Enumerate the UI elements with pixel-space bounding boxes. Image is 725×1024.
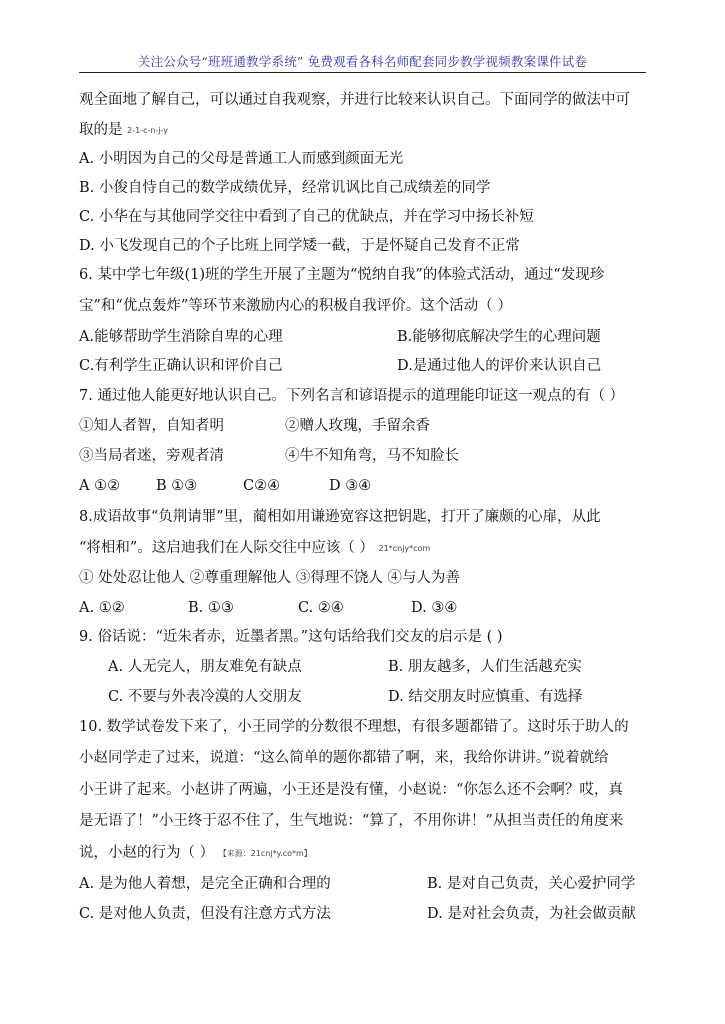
q7-item-2: ②赠人玫瑰，手留余香 bbox=[285, 418, 430, 434]
q8-watermark: 21*cnjy*com bbox=[378, 544, 431, 553]
q6-option-b: B.能够彻底解决学生的心理问题 bbox=[397, 329, 601, 345]
q7-item-3: ③当局者迷，旁观者清 bbox=[79, 448, 224, 464]
q5-stem-line1: 观全面地了解自己，可以通过自我观察，并进行比较来认识自己。下面同学的做法中可 bbox=[79, 92, 630, 108]
q5-stem-line2 bbox=[79, 121, 168, 140]
q7-option-b: B ①③ bbox=[156, 478, 198, 494]
page-header: 关注公众号“班班通教学系统” 免费观看各科名师配套同步教学视频教案课件试卷 bbox=[137, 54, 588, 69]
q5-watermark: 2-1-c-n-j-y bbox=[127, 126, 169, 135]
q6-stem-line2: 宝”和“优点轰炸”等环节来激励内心的积极自我评价。这个活动（ ） bbox=[79, 298, 512, 314]
q7-stem: 7. 通过他人能更好地认识自己。下列名言和谚语提示的道理能印证这一观点的有（ ） bbox=[79, 388, 625, 404]
q7-item-1: ①知人者智，自知者明 bbox=[79, 418, 224, 434]
q8-stem-text: “将相和”。这启迪我们在人际交往中应该（ ） bbox=[79, 540, 374, 556]
q10-stem-line5 bbox=[79, 844, 312, 863]
q10-source-note: 【来源：21cnj*y.co*m】 bbox=[218, 849, 312, 858]
q8-stem-line1: 8.成语故事“负荆请罪”里，蔺相如用谦逊宽容这把钥匙，打开了廉颇的心扉，从此 bbox=[79, 509, 601, 525]
q9-option-a: A. 人无完人，朋友难免有缺点 bbox=[108, 659, 302, 675]
q10-stem-line3: 小王讲了起来。小赵讲了两遍，小王还是没有懂，小赵说：“你怎么还不会啊？哎，真 bbox=[79, 782, 623, 798]
q7-item-4: ④牛不知角弯，马不知脸长 bbox=[285, 448, 459, 464]
q9-option-d: D. 结交朋友时应慎重、有选择 bbox=[388, 689, 583, 705]
q7-option-c: C②④ bbox=[243, 478, 281, 494]
q7-option-d: D ③④ bbox=[329, 478, 372, 494]
q7-option-a: A ①② bbox=[79, 478, 121, 494]
header-divider bbox=[79, 72, 646, 73]
q10-stem-line4: 是无语了！”小王终于忍不住了，生气地说：“算了，不用你讲！”从担当责任的角度来 bbox=[79, 813, 624, 829]
q8-items: ① 处处忍让他人 ②尊重理解他人 ③得理不饶人 ④与人为善 bbox=[79, 570, 460, 586]
q10-option-a: A. 是为他人着想，是完全正确和合理的 bbox=[79, 876, 331, 892]
q5-stem-text: 取的是 bbox=[79, 122, 123, 138]
q10-option-b: B. 是对自己负责，关心爱护同学 bbox=[427, 876, 636, 892]
q5-option-d: D. 小飞发现自己的个子比班上同学矮一截，于是怀疑自己发育不正常 bbox=[79, 238, 520, 254]
q6-option-c: C.有利学生正确认识和评价自己 bbox=[79, 358, 283, 374]
q10-stem-text: 说，小赵的行为（ ） bbox=[79, 845, 215, 861]
q8-option-a: A. ①② bbox=[79, 600, 125, 616]
q10-stem-line2: 小赵同学走了过来，说道：“这么简单的题你都错了啊，来，我给你讲讲。”说着就给 bbox=[79, 750, 609, 766]
q6-stem-line1: 6. 某中学七年级(1)班的学生开展了主题为“悦纳自我”的体验式活动，通过“发现珍 bbox=[79, 267, 605, 283]
q10-option-d: D. 是对社会负责，为社会做贡献 bbox=[427, 906, 636, 922]
q8-option-c: C. ②④ bbox=[298, 600, 344, 616]
q6-option-a: A.能够帮助学生消除自卑的心理 bbox=[79, 329, 283, 345]
q8-option-b: B. ①③ bbox=[188, 600, 234, 616]
q10-stem-line1: 10. 数学试卷发下来了，小王同学的分数很不理想，有很多题都错了。这时乐于助人的 bbox=[79, 719, 629, 735]
q10-option-c: C. 是对他人负责，但没有注意方式方法 bbox=[79, 906, 331, 922]
q9-option-c: C. 不要与外表冷漠的人交朋友 bbox=[108, 689, 302, 705]
q5-option-a: A. 小明因为自己的父母是普通工人而感到颜面无光 bbox=[79, 151, 404, 167]
q9-stem: 9. 俗话说：“近朱者赤，近墨者黑。”这句话给我们交友的启示是 ( ) bbox=[79, 629, 503, 645]
q5-option-b: B. 小俊自恃自己的数学成绩优异，经常讥讽比自己成绩差的同学 bbox=[79, 180, 491, 196]
q8-stem-line2 bbox=[79, 539, 430, 558]
q5-option-c: C. 小华在与其他同学交往中看到了自己的优缺点，并在学习中扬长补短 bbox=[79, 209, 534, 225]
q9-option-b: B. 朋友越多，人们生活越充实 bbox=[388, 659, 582, 675]
q8-option-d: D. ③④ bbox=[411, 600, 458, 616]
q6-option-d: D.是通过他人的评价来认识自己 bbox=[397, 358, 602, 374]
